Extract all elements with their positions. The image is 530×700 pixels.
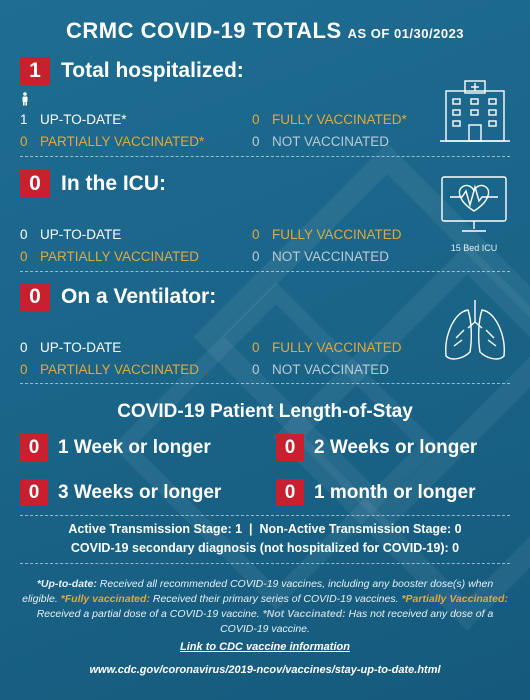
ventilator-header: [20, 283, 216, 311]
stay-label: 3 Weeks or longer: [58, 481, 222, 503]
fully-vaccinated-definition: Received their primary series of COVID-19 vaccines.: [149, 593, 402, 605]
divider: [20, 563, 510, 564]
as-of-date: AS OF 01/30/2023: [347, 26, 465, 41]
hospitalized-fully: [252, 112, 407, 127]
definitions-footnote: [22, 577, 508, 637]
stay-count: 0: [20, 479, 48, 506]
page-title: [0, 18, 530, 44]
ventilator-up-to-date: [20, 340, 121, 355]
fully-count: 0: [252, 227, 260, 242]
up-to-date-count: 1: [20, 112, 28, 127]
stay-item-1-week: [20, 434, 211, 461]
icu-count: 0: [20, 170, 50, 198]
stay-count: 0: [20, 434, 48, 461]
fully-label: FULLY VACCINATED*: [272, 112, 407, 127]
lungs-icon: [440, 296, 510, 366]
up-to-date-definition: Received all recommended COVID-19 vaccines, including any booster dose(s) when eligible.: [22, 578, 494, 605]
partially-label: PARTIALLY VACCINATED: [40, 249, 200, 264]
icu-partially: [20, 249, 199, 264]
partially-count: 0: [20, 362, 28, 377]
length-of-stay-title: COVID-19 Patient Length-of-Stay: [117, 401, 413, 422]
icu-up-to-date: [20, 227, 121, 242]
icu-fully: [252, 227, 402, 242]
not-label: NOT VACCINATED: [272, 249, 390, 264]
up-to-date-label: UP-TO-DATE: [40, 227, 122, 242]
stay-count: 0: [276, 479, 304, 506]
fully-count: 0: [252, 112, 260, 127]
ventilator-fully: [252, 340, 402, 355]
divider: [20, 383, 510, 384]
not-count: 0: [252, 249, 260, 264]
not-count: 0: [252, 134, 260, 149]
partially-count: 0: [20, 249, 28, 264]
stay-label: 1 month or longer: [314, 481, 476, 503]
stay-label: 1 Week or longer: [58, 436, 211, 458]
up-to-date-count: 0: [20, 340, 28, 355]
divider: [20, 515, 510, 516]
cdc-url[interactable]: www.cdc.gov/coronavirus/2019-ncov/vaccines/stay-up-to-date.html: [89, 664, 441, 676]
fully-count: 0: [252, 340, 260, 355]
up-to-date-term: *Up-to-date:: [36, 578, 97, 590]
title-text: CRMC COVID-19 TOTALS: [65, 18, 342, 43]
icu-label: In the ICU:: [61, 172, 166, 195]
partially-label: PARTIALLY VACCINATED: [40, 362, 200, 377]
transmission-stage: Active Transmission Stage: 1 | Non-Active Transmission Stage: 0: [68, 522, 462, 536]
hospitalized-not: [252, 134, 389, 149]
ventilator-label: On a Ventilator:: [61, 285, 217, 308]
hospitalized-count: 1: [20, 57, 50, 85]
not-count: 0: [252, 362, 260, 377]
stay-item-3-weeks: [20, 479, 221, 506]
person-icon: [21, 92, 29, 106]
stay-item-1-month: [276, 479, 476, 506]
icu-bed-caption: 15 Bed ICU: [450, 243, 498, 253]
stay-label: 2 Weeks or longer: [314, 436, 478, 458]
hospitalized-label: Total hospitalized:: [61, 59, 244, 82]
stay-count: 0: [276, 434, 304, 461]
cdc-vaccine-link[interactable]: Link to CDC vaccine information: [180, 641, 350, 653]
up-to-date-count: 0: [20, 227, 28, 242]
ventilator-not: [252, 362, 389, 377]
heart-monitor-icon: [440, 175, 508, 235]
ventilator-count: 0: [20, 283, 50, 311]
fully-vaccinated-term: *Fully vaccinated:: [60, 593, 150, 605]
hospital-icon: [440, 77, 510, 145]
stay-item-2-weeks: [276, 434, 477, 461]
hospitalized-partially: [20, 134, 204, 149]
not-label: NOT VACCINATED: [272, 134, 390, 149]
not-vaccinated-definition: Has not received any dose of a COVID-19 vaccine.: [220, 608, 494, 635]
fully-label: FULLY VACCINATED: [272, 227, 402, 242]
hospitalized-header: [20, 57, 244, 85]
divider: [20, 271, 510, 272]
divider: [20, 156, 510, 157]
fully-label: FULLY VACCINATED: [272, 340, 402, 355]
partially-vaccinated-definition: Received a partial dose of a COVID-19 vaccine.: [36, 608, 263, 620]
icu-not: [252, 249, 389, 264]
partially-count: 0: [20, 134, 28, 149]
secondary-diagnosis: COVID-19 secondary diagnosis (not hospitalized for COVID-19): 0: [70, 541, 460, 555]
up-to-date-label: UP-TO-DATE: [40, 340, 122, 355]
icu-header: [20, 170, 166, 198]
not-vaccinated-term: *Not Vaccinated:: [262, 608, 346, 620]
ventilator-partially: [20, 362, 199, 377]
hospitalized-up-to-date: [20, 112, 127, 127]
partially-label: PARTIALLY VACCINATED*: [40, 134, 205, 149]
not-label: NOT VACCINATED: [272, 362, 390, 377]
up-to-date-label: UP-TO-DATE*: [40, 112, 127, 127]
partially-vaccinated-term: *Partially Vaccinated:: [401, 593, 508, 605]
